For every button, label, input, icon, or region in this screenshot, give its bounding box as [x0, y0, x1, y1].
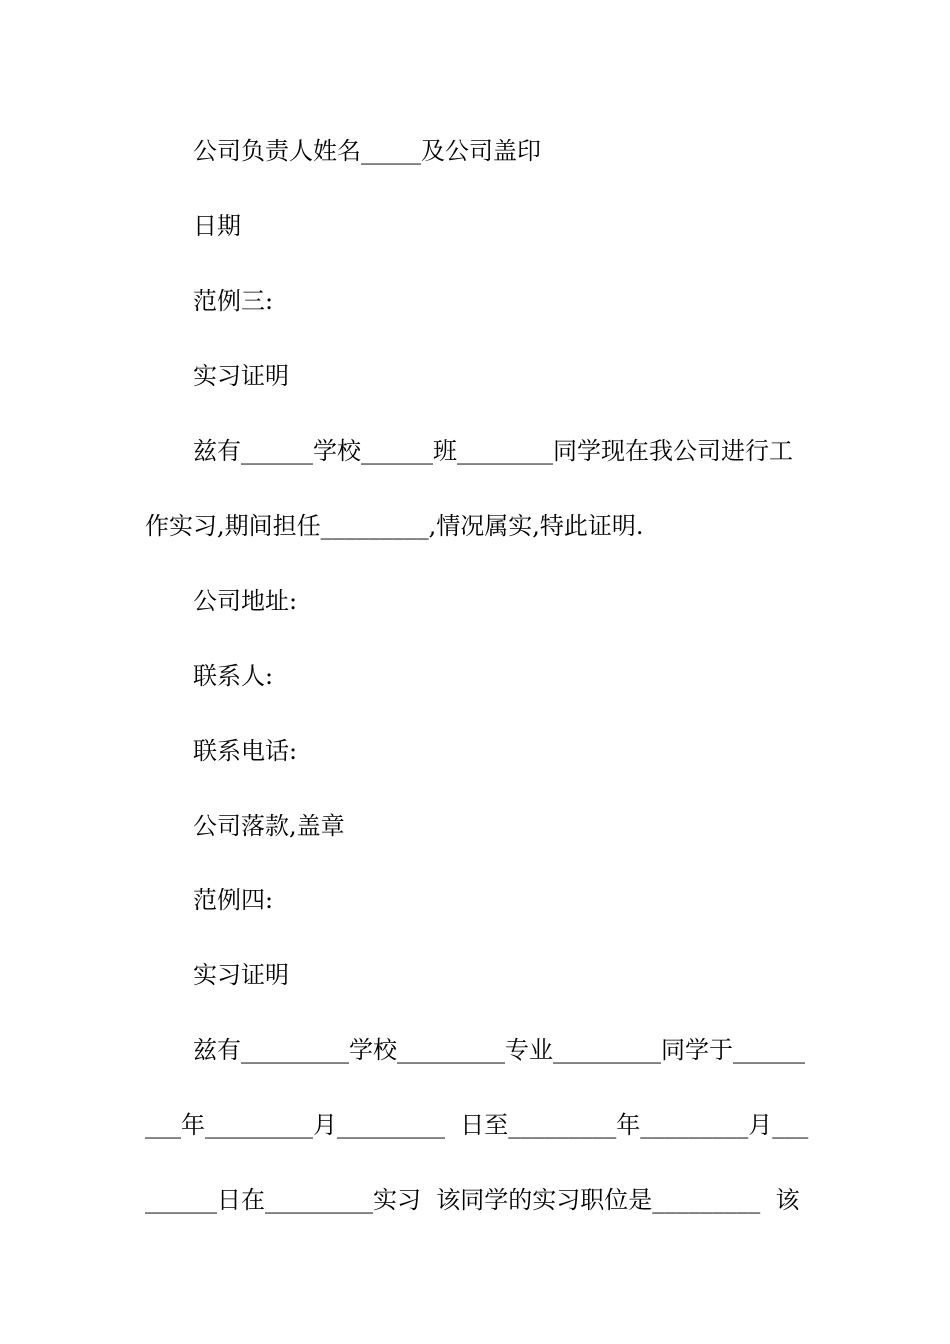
company-head-signature-line: 公司负责人姓名_____及公司盖印: [193, 137, 541, 165]
internship-certificate-title: 实习证明: [193, 362, 289, 390]
certificate-body-line: ______日在_________实习 该同学的实习职位是_________ 该: [145, 1186, 800, 1214]
example-four-heading: 范例四:: [193, 886, 274, 914]
certificate-body-line: 兹有_________学校_________专业_________同学于______: [193, 1036, 805, 1064]
example-three-heading: 范例三:: [193, 287, 274, 315]
certificate-body-line: 作实习,期间担任_________,情况属实,特此证明.: [145, 512, 644, 540]
internship-certificate-title: 实习证明: [193, 961, 289, 989]
date-line: 日期: [193, 212, 241, 240]
company-seal-line: 公司落款,盖章: [193, 812, 345, 840]
contact-phone-line: 联系电话:: [193, 737, 298, 765]
company-address-line: 公司地址:: [193, 587, 298, 615]
certificate-body-line: 兹有______学校______班________同学现在我公司进行工: [193, 437, 793, 465]
certificate-body-line: ___年_________月_________ 日至_________年_________月___: [145, 1111, 809, 1139]
contact-person-line: 联系人:: [193, 662, 274, 690]
